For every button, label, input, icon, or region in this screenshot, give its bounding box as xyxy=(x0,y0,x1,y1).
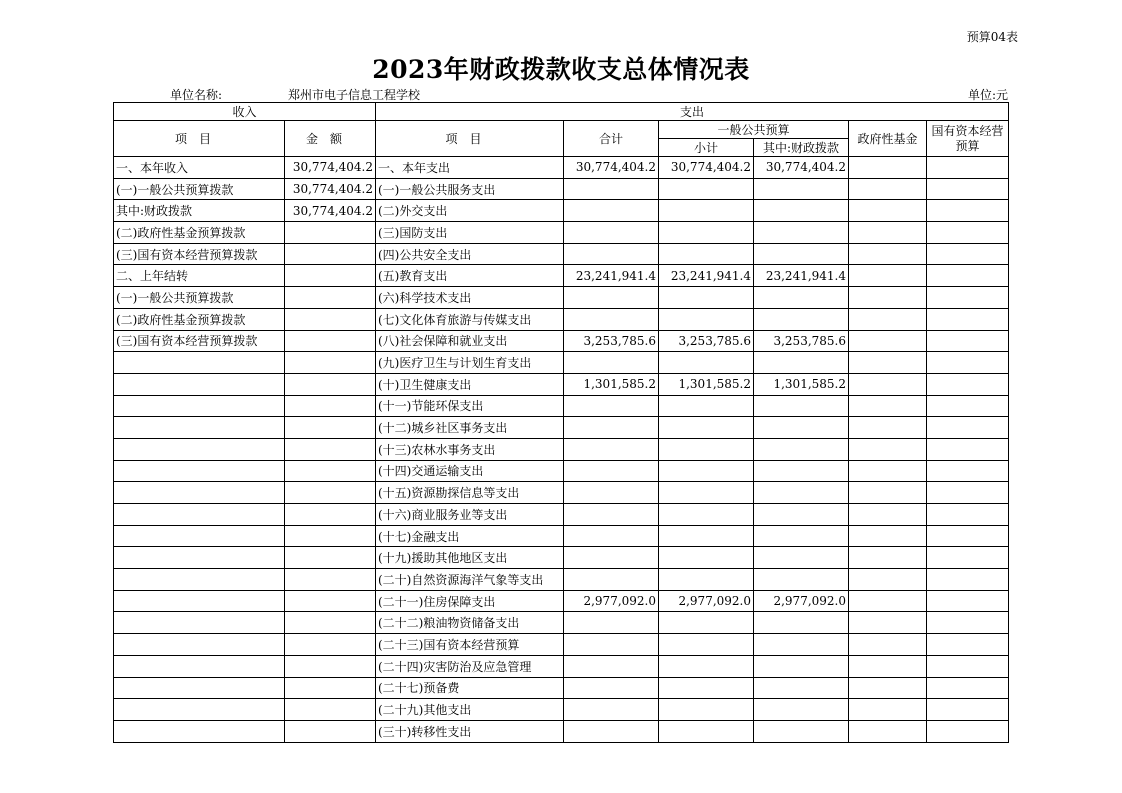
fiscal-cell xyxy=(754,699,849,721)
total-cell xyxy=(564,460,659,482)
total-cell xyxy=(564,525,659,547)
subtotal-cell xyxy=(659,634,754,656)
expense-item-cell: (三)国防支出 xyxy=(376,222,564,244)
fiscal-cell: 2,977,092.0 xyxy=(754,590,849,612)
gov-fund-cell xyxy=(849,655,927,677)
unit-name-value: 郑州市电子信息工程学校 xyxy=(288,88,421,102)
state-capital-cell xyxy=(927,330,1009,352)
income-amount-cell xyxy=(285,373,376,395)
fiscal-cell xyxy=(754,482,849,504)
fiscal-cell xyxy=(754,525,849,547)
table-row xyxy=(114,612,1009,634)
total-cell xyxy=(564,395,659,417)
subtotal-cell: 1,301,585.2 xyxy=(659,373,754,395)
total-cell xyxy=(564,482,659,504)
income-amount-header: 金额 xyxy=(285,121,376,157)
fiscal-header: 其中:财政拨款 xyxy=(754,139,849,157)
table-row xyxy=(114,438,1009,460)
state-capital-cell xyxy=(927,460,1009,482)
state-capital-header-line1: 国有资本经营 xyxy=(931,123,1004,138)
state-capital-cell xyxy=(927,677,1009,699)
total-cell xyxy=(564,569,659,591)
total-cell xyxy=(564,222,659,244)
gov-fund-cell xyxy=(849,178,927,200)
fiscal-cell xyxy=(754,287,849,309)
subtotal-cell xyxy=(659,612,754,634)
state-capital-cell xyxy=(927,720,1009,742)
income-amount-cell xyxy=(285,308,376,330)
fiscal-cell: 1,301,585.2 xyxy=(754,373,849,395)
state-capital-cell xyxy=(927,417,1009,439)
income-amount-cell xyxy=(285,547,376,569)
gov-fund-cell xyxy=(849,634,927,656)
income-amount-cell xyxy=(285,720,376,742)
table-row xyxy=(114,243,1009,265)
total-cell xyxy=(564,547,659,569)
total-cell xyxy=(564,352,659,374)
gov-fund-cell xyxy=(849,547,927,569)
expense-item-cell: (十六)商业服务业等支出 xyxy=(376,504,564,526)
subtotal-cell xyxy=(659,438,754,460)
income-item-cell xyxy=(114,569,285,591)
gov-fund-cell xyxy=(849,460,927,482)
total-cell xyxy=(564,200,659,222)
income-item-cell: (三)国有资本经营预算拨款 xyxy=(114,330,285,352)
total-cell: 23,241,941.4 xyxy=(564,265,659,287)
general-budget-header: 一般公共预算 xyxy=(659,121,849,139)
income-amount-cell xyxy=(285,222,376,244)
subtotal-cell xyxy=(659,655,754,677)
total-cell xyxy=(564,438,659,460)
subtotal-cell xyxy=(659,460,754,482)
unit-name-label: 单位名称: xyxy=(170,88,223,102)
table-row xyxy=(114,677,1009,699)
income-item-cell xyxy=(114,438,285,460)
gov-fund-cell xyxy=(849,482,927,504)
expense-item-cell: (十四)交通运输支出 xyxy=(376,460,564,482)
total-cell: 2,977,092.0 xyxy=(564,590,659,612)
state-capital-cell xyxy=(927,547,1009,569)
table-row xyxy=(114,525,1009,547)
state-capital-cell xyxy=(927,200,1009,222)
table-row xyxy=(114,200,1009,222)
gov-fund-cell xyxy=(849,352,927,374)
income-item-cell: 二、上年结转 xyxy=(114,265,285,287)
expense-item-cell: (二)外交支出 xyxy=(376,200,564,222)
subtotal-cell xyxy=(659,287,754,309)
total-cell xyxy=(564,504,659,526)
expense-item-cell: (十九)援助其他地区支出 xyxy=(376,547,564,569)
income-amount-cell xyxy=(285,590,376,612)
expense-item-cell: (七)文化体育旅游与传媒支出 xyxy=(376,308,564,330)
table-row xyxy=(114,720,1009,742)
fiscal-cell xyxy=(754,200,849,222)
subtotal-cell xyxy=(659,699,754,721)
expense-item-cell: (十三)农林水事务支出 xyxy=(376,438,564,460)
state-capital-cell xyxy=(927,634,1009,656)
income-amount-cell xyxy=(285,352,376,374)
income-amount-cell xyxy=(285,482,376,504)
subtotal-cell: 2,977,092.0 xyxy=(659,590,754,612)
subtotal-cell xyxy=(659,178,754,200)
table-row xyxy=(114,504,1009,526)
state-capital-cell xyxy=(927,612,1009,634)
gov-fund-cell xyxy=(849,330,927,352)
total-cell: 1,301,585.2 xyxy=(564,373,659,395)
currency-unit: 单位:元 xyxy=(967,88,1008,102)
income-amount-cell xyxy=(285,287,376,309)
total-cell xyxy=(564,612,659,634)
income-item-cell: 一、本年收入 xyxy=(114,157,285,179)
state-capital-cell xyxy=(927,699,1009,721)
total-cell: 30,774,404.2 xyxy=(564,157,659,179)
expense-item-cell: (六)科学技术支出 xyxy=(376,287,564,309)
fiscal-cell xyxy=(754,460,849,482)
fiscal-cell xyxy=(754,720,849,742)
fiscal-cell: 23,241,941.4 xyxy=(754,265,849,287)
expense-item-cell: (十五)资源勘探信息等支出 xyxy=(376,482,564,504)
subtotal-cell xyxy=(659,417,754,439)
income-amount-cell xyxy=(285,504,376,526)
gov-fund-cell xyxy=(849,569,927,591)
fiscal-cell: 30,774,404.2 xyxy=(754,157,849,179)
income-item-cell: (二)政府性基金预算拨款 xyxy=(114,308,285,330)
fiscal-cell xyxy=(754,612,849,634)
table-row xyxy=(114,308,1009,330)
income-item-cell xyxy=(114,590,285,612)
income-item-cell: (二)政府性基金预算拨款 xyxy=(114,222,285,244)
expense-item-cell: (二十二)粮油物资储备支出 xyxy=(376,612,564,634)
fiscal-cell xyxy=(754,655,849,677)
subtotal-cell xyxy=(659,243,754,265)
budget-table xyxy=(113,102,1009,743)
table-row xyxy=(114,287,1009,309)
income-item-cell xyxy=(114,482,285,504)
page-title: 2023年财政拨款收支总体情况表 xyxy=(372,55,750,84)
fiscal-cell xyxy=(754,222,849,244)
income-item-cell xyxy=(114,417,285,439)
gov-fund-cell xyxy=(849,612,927,634)
income-item-cell xyxy=(114,525,285,547)
gov-fund-cell xyxy=(849,590,927,612)
fiscal-cell xyxy=(754,395,849,417)
gov-fund-cell xyxy=(849,287,927,309)
state-capital-header-line2: 预算 xyxy=(955,138,980,153)
subtotal-cell: 3,253,785.6 xyxy=(659,330,754,352)
income-amount-cell: 30,774,404.2 xyxy=(285,200,376,222)
total-cell xyxy=(564,699,659,721)
table-row xyxy=(114,222,1009,244)
fiscal-cell xyxy=(754,634,849,656)
subtotal-cell xyxy=(659,677,754,699)
income-amount-cell xyxy=(285,395,376,417)
state-capital-cell xyxy=(927,243,1009,265)
subtotal-cell xyxy=(659,504,754,526)
state-capital-header xyxy=(927,121,1009,157)
gov-fund-cell xyxy=(849,308,927,330)
income-item-cell xyxy=(114,504,285,526)
gov-fund-cell xyxy=(849,720,927,742)
table-row xyxy=(114,373,1009,395)
fiscal-cell xyxy=(754,547,849,569)
income-item-cell: 其中:财政拨款 xyxy=(114,200,285,222)
state-capital-cell xyxy=(927,569,1009,591)
unit-line xyxy=(113,86,1008,102)
income-item-cell xyxy=(114,352,285,374)
total-cell xyxy=(564,634,659,656)
income-item-cell xyxy=(114,547,285,569)
state-capital-cell xyxy=(927,395,1009,417)
table-row xyxy=(114,265,1009,287)
subtotal-cell xyxy=(659,569,754,591)
gov-fund-cell xyxy=(849,395,927,417)
table-row xyxy=(114,395,1009,417)
table-row xyxy=(114,699,1009,721)
income-item-cell: (一)一般公共预算拨款 xyxy=(114,178,285,200)
state-capital-cell xyxy=(927,265,1009,287)
table-row xyxy=(114,569,1009,591)
income-amount-cell xyxy=(285,677,376,699)
expense-item-cell: (一)一般公共服务支出 xyxy=(376,178,564,200)
state-capital-cell xyxy=(927,590,1009,612)
expense-item-cell: (二十九)其他支出 xyxy=(376,699,564,721)
table-row xyxy=(114,330,1009,352)
table-row xyxy=(114,655,1009,677)
gov-fund-cell xyxy=(849,504,927,526)
income-amount-cell xyxy=(285,438,376,460)
income-item-cell: (三)国有资本经营预算拨款 xyxy=(114,243,285,265)
expense-item-cell: (二十一)住房保障支出 xyxy=(376,590,564,612)
expense-item-cell: (十七)金融支出 xyxy=(376,525,564,547)
state-capital-cell xyxy=(927,308,1009,330)
subtotal-cell xyxy=(659,352,754,374)
table-row xyxy=(114,417,1009,439)
gov-fund-cell xyxy=(849,525,927,547)
income-amount-cell xyxy=(285,655,376,677)
state-capital-cell xyxy=(927,287,1009,309)
income-amount-cell xyxy=(285,634,376,656)
subtotal-cell xyxy=(659,308,754,330)
state-capital-cell xyxy=(927,352,1009,374)
gov-fund-cell xyxy=(849,157,927,179)
table-row xyxy=(114,634,1009,656)
gov-fund-cell xyxy=(849,200,927,222)
fiscal-cell xyxy=(754,417,849,439)
gov-fund-cell xyxy=(849,438,927,460)
total-cell xyxy=(564,287,659,309)
income-amount-cell xyxy=(285,612,376,634)
income-amount-cell xyxy=(285,417,376,439)
gov-fund-cell xyxy=(849,677,927,699)
income-item-header: 项目 xyxy=(114,121,285,157)
table-row xyxy=(114,157,1009,179)
income-amount-cell: 30,774,404.2 xyxy=(285,178,376,200)
income-amount-cell xyxy=(285,699,376,721)
income-amount-cell: 30,774,404.2 xyxy=(285,157,376,179)
income-amount-cell xyxy=(285,243,376,265)
fiscal-cell xyxy=(754,308,849,330)
subtotal-cell xyxy=(659,222,754,244)
income-item-cell xyxy=(114,460,285,482)
expense-item-cell: 一、本年支出 xyxy=(376,157,564,179)
income-amount-cell xyxy=(285,460,376,482)
table-row xyxy=(114,178,1009,200)
fiscal-cell xyxy=(754,352,849,374)
table-row xyxy=(114,590,1009,612)
income-item-cell xyxy=(114,720,285,742)
income-amount-cell xyxy=(285,525,376,547)
state-capital-cell xyxy=(927,525,1009,547)
table-row xyxy=(114,482,1009,504)
total-cell: 3,253,785.6 xyxy=(564,330,659,352)
income-item-cell: (一)一般公共预算拨款 xyxy=(114,287,285,309)
subtotal-cell: 30,774,404.2 xyxy=(659,157,754,179)
expense-item-cell: (二十四)灾害防治及应急管理 xyxy=(376,655,564,677)
expense-header: 支出 xyxy=(376,103,1009,121)
expense-item-cell: (九)医疗卫生与计划生育支出 xyxy=(376,352,564,374)
fiscal-cell xyxy=(754,178,849,200)
expense-item-cell: (三十)转移性支出 xyxy=(376,720,564,742)
gov-fund-cell xyxy=(849,417,927,439)
total-cell xyxy=(564,720,659,742)
expense-item-cell: (十一)节能环保支出 xyxy=(376,395,564,417)
subtotal-cell xyxy=(659,547,754,569)
state-capital-cell xyxy=(927,157,1009,179)
fiscal-cell xyxy=(754,438,849,460)
income-item-cell xyxy=(114,612,285,634)
table-row xyxy=(114,460,1009,482)
state-capital-cell xyxy=(927,373,1009,395)
expense-item-header: 项目 xyxy=(376,121,564,157)
table-row xyxy=(114,352,1009,374)
expense-item-cell: (四)公共安全支出 xyxy=(376,243,564,265)
fiscal-cell: 3,253,785.6 xyxy=(754,330,849,352)
gov-fund-header: 政府性基金 xyxy=(849,121,927,157)
total-cell xyxy=(564,243,659,265)
gov-fund-cell xyxy=(849,222,927,244)
income-amount-cell xyxy=(285,265,376,287)
gov-fund-cell xyxy=(849,243,927,265)
expense-item-cell: (二十)自然资源海洋气象等支出 xyxy=(376,569,564,591)
gov-fund-cell xyxy=(849,373,927,395)
fiscal-cell xyxy=(754,569,849,591)
state-capital-cell xyxy=(927,438,1009,460)
subtotal-cell xyxy=(659,395,754,417)
income-item-cell xyxy=(114,677,285,699)
total-header: 合计 xyxy=(564,121,659,157)
total-cell xyxy=(564,417,659,439)
total-cell xyxy=(564,655,659,677)
state-capital-cell xyxy=(927,504,1009,526)
subtotal-cell xyxy=(659,200,754,222)
table-body xyxy=(114,157,1009,743)
expense-item-cell: (十)卫生健康支出 xyxy=(376,373,564,395)
state-capital-cell xyxy=(927,178,1009,200)
income-header: 收入 xyxy=(114,103,376,121)
income-amount-cell xyxy=(285,569,376,591)
income-item-cell xyxy=(114,655,285,677)
subtotal-cell: 23,241,941.4 xyxy=(659,265,754,287)
total-cell xyxy=(564,677,659,699)
income-item-cell xyxy=(114,373,285,395)
table-row xyxy=(114,547,1009,569)
expense-item-cell: (十二)城乡社区事务支出 xyxy=(376,417,564,439)
expense-item-cell: (八)社会保障和就业支出 xyxy=(376,330,564,352)
total-cell xyxy=(564,178,659,200)
subtotal-cell xyxy=(659,482,754,504)
state-capital-cell xyxy=(927,222,1009,244)
expense-item-cell: (五)教育支出 xyxy=(376,265,564,287)
expense-item-cell: (二十三)国有资本经营预算 xyxy=(376,634,564,656)
subtotal-cell xyxy=(659,525,754,547)
income-item-cell xyxy=(114,634,285,656)
fiscal-cell xyxy=(754,677,849,699)
income-amount-cell xyxy=(285,330,376,352)
fiscal-cell xyxy=(754,243,849,265)
subtotal-cell xyxy=(659,720,754,742)
state-capital-cell xyxy=(927,655,1009,677)
subtotal-header: 小计 xyxy=(659,139,754,157)
income-item-cell xyxy=(114,395,285,417)
fiscal-cell xyxy=(754,504,849,526)
gov-fund-cell xyxy=(849,265,927,287)
state-capital-cell xyxy=(927,482,1009,504)
form-number: 预算04表 xyxy=(966,30,1018,44)
expense-item-cell: (二十七)预备费 xyxy=(376,677,564,699)
total-cell xyxy=(564,308,659,330)
income-item-cell xyxy=(114,699,285,721)
gov-fund-cell xyxy=(849,699,927,721)
